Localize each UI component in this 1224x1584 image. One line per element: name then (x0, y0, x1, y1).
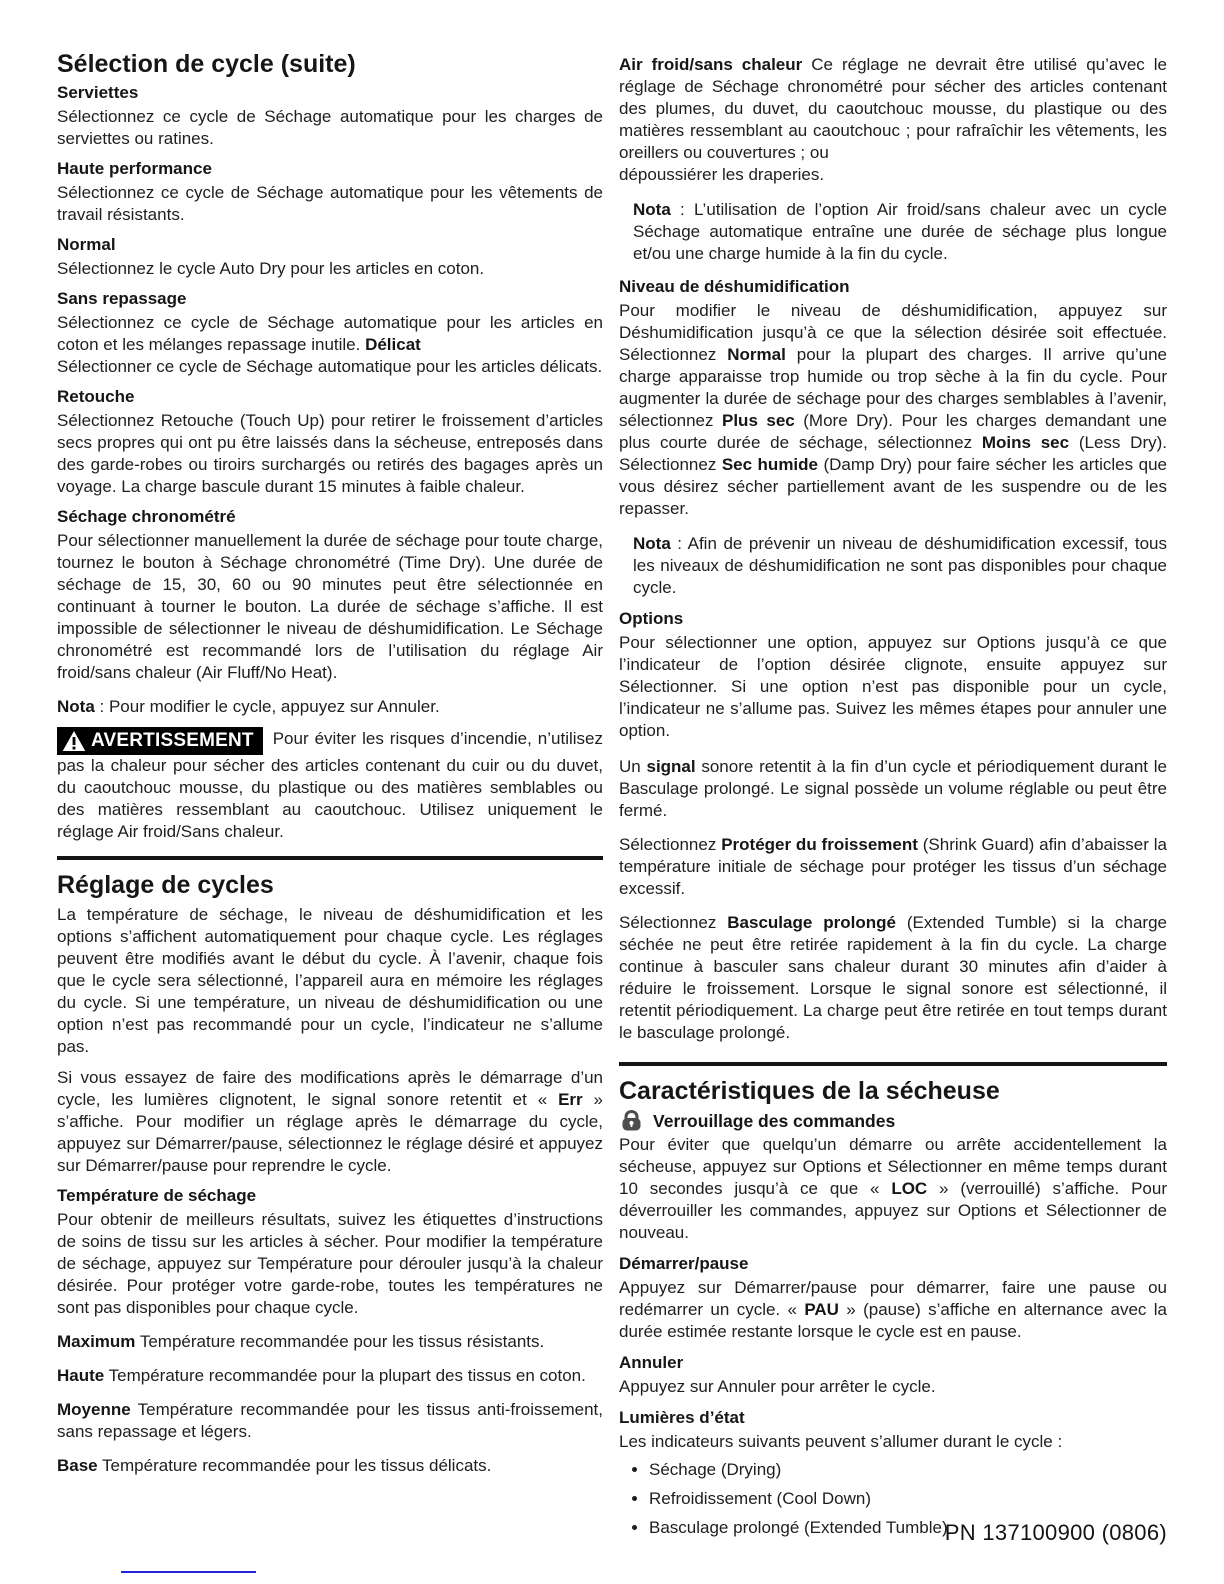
section-divider-right (619, 1062, 1167, 1066)
lock-icon (619, 1110, 644, 1131)
heading-verrouillage: Verrouillage des commandes (653, 1110, 896, 1131)
nota-air-froid: Nota : L’utilisation de l’option Air froid/sans chaleur avec un cycle Séchage automatique entraîne une durée de séchage plus longue et/ou une charge humide à la fin du cycle. (633, 200, 1167, 263)
paragraph-basculage-prolonge: Sélectionnez Basculage prolongé (Extended Tumble) si la charge séchée ne peut être retirée rapidement à la fin du cycle. La charge continue à basculer sans chaleur durant 30 minutes afin d’aider à réduire le froissement. Lorsque le signal sonore est sélectionné, il retentit périodiquement. La charge peut être retirée en tout temps durant le basculage prolongé. (619, 913, 1167, 1042)
heading-lumieres-etat: Lumières d’état (619, 1408, 745, 1427)
footer-link-underline[interactable] (121, 1571, 256, 1573)
section-title-cycle-selection: Sélection de cycle (suite) (57, 50, 356, 78)
paragraph-reglage-2: Si vous essayez de faire des modifications après le démarrage d’un cycle, les lumières clignotent, le signal sonore retentit et « Err » s’affiche. Pour modifier un réglage après le démarrage du cycle, appuyez sur Démarrer/pause, sélectionnez le réglage désiré et appuyez sur Démarrer/pause pour reprendre le cycle. (57, 1068, 603, 1175)
status-light-cool-down: • Refroidissement (Cool Down) (649, 1488, 1167, 1510)
left-column (57, 50, 603, 1486)
paragraph-sans-repassage: Sélectionnez ce cycle de Séchage automatique pour les articles en coton et les mélanges repassage inutile. Délicat Sélectionner ce cycle de Séchage automatique pour les articles délicats. (57, 313, 603, 376)
warning-badge-label: AVERTISSEMENT (91, 730, 254, 751)
paragraph-temp-moyenne: Moyenne Température recommandée pour les tissus anti-froissement, sans repassage et légers. (57, 1400, 603, 1441)
paragraph-signal: Un signal sonore retentit à la fin d’un cycle et périodiquement durant le Basculage prolongé. Le signal possède un volume réglable ou peut être fermé. (619, 757, 1167, 820)
paragraph-retouche: Sélectionnez Retouche (Touch Up) pour retirer le froissement d’articles secs propres qui ont pu être laissés dans la sécheuse, entreposés dans des garde-robes ou tiroirs surchargés ou retirés des bagages après un voyage. La charge bascule durant 15 minutes à faible chaleur. (57, 411, 603, 496)
control-lock-heading-row (619, 1110, 1167, 1131)
paragraph-verrouillage: Pour éviter que quelqu’un démarre ou arrête accidentellement la sécheuse, appuyez sur Options et Sélectionner en même temps durant 10 secondes jusqu’à ce que « LOC » (verrouillé) s’affiche. Pour déverrouiller les commandes, appuyez sur Options et Sélectionner de nouveau. (619, 1135, 1167, 1242)
paragraph-normal: Sélectionnez le cycle Auto Dry pour les articles en coton. (57, 259, 485, 278)
nota-cycle: Nota : Pour modifier le cycle, appuyez sur Annuler. (57, 697, 440, 716)
paragraph-niveau-deshumidification: Pour modifier le niveau de déshumidification, appuyez sur Déshumidification jusqu’à ce que la sélection désirée soit effectuée. Sélectionnez Normal pour la plupart des charges. Il arrive qu’une charge apparaisse trop humide ou trop sèche à la fin du cycle. Pour augmenter la durée de séchage pour des charges semblables à l’avenir, sélectionnez Plus sec (More Dry). Pour les charges demandant une plus courte durée de séchage, sélectionnez Moins sec (Less Dry). Sélectionnez Sec humide (Damp Dry) pour faire sécher les articles que vous désirez sécher partiellement avant de les suspendre ou de les repasser. (619, 301, 1167, 518)
section-title-caracteristiques: Caractéristiques de la sécheuse (619, 1077, 1000, 1105)
paragraph-temperature: Pour obtenir de meilleurs résultats, suivez les étiquettes d’instructions de soins de tissu sur les articles à sécher. Pour modifier la température de séchage, appuyez sur Température pour dérouler jusqu’à la chaleur désirée. Pour protéger votre garde-robe, toutes les températures ne sont pas disponibles pour chaque cycle. (57, 1210, 603, 1317)
section-divider-left (57, 856, 603, 860)
warning-paragraph (57, 727, 603, 843)
paragraph-options: Pour sélectionner une option, appuyez sur Options jusqu’à ce que l’indicateur de l’option désirée clignote, ensuite appuyez sur Sélectionner. Si une option n’est pas disponible pour un cycle, l’indicateur ne s’allume pas. Suivez les mêmes étapes pour annuler une option. (619, 633, 1167, 740)
paragraph-reglage-1: La température de séchage, le niveau de déshumidification et les options s’affichent automatiquement pour chaque cycle. Les réglages peuvent être modifiés avant le début du cycle. À l’avenir, chaque fois que le cycle sera sélectionné, l’appareil aura en mémoire les réglages du cycle. Si une température, un niveau de déshumidification ou une option n’est pas recommandé pour un cycle, l’indicateur ne s’allume pas. (57, 905, 603, 1056)
right-column (619, 50, 1167, 1547)
paragraph-sechage-chronometre: Pour sélectionner manuellement la durée de séchage pour toute charge, tournez le bouton à Séchage chronométré (Time Dry). Une durée de séchage de 15, 30, 60 ou 90 minutes peut être sélectionnée en continuant à tourner le bouton. La durée de séchage s’affiche. Il est impossible de sélectionner le niveau de déshumidification. Le Séchage chronométré est recommandé lors de l’utilisation du réglage Air froid/sans chaleur (Air Fluff/No Heat). (57, 531, 603, 682)
heading-options: Options (619, 609, 684, 628)
section-title-reglage-de-cycles: Réglage de cycles (57, 871, 274, 899)
paragraph-temp-maximum: Maximum Température recommandée pour les tissus résistants. (57, 1332, 545, 1351)
paragraph-annuler: Appuyez sur Annuler pour arrêter le cycle. (619, 1377, 936, 1396)
heading-annuler: Annuler (619, 1353, 684, 1372)
paragraph-serviettes: Sélectionnez ce cycle de Séchage automatique pour les charges de serviettes ou ratines. (57, 107, 603, 148)
heading-sans-repassage: Sans repassage (57, 289, 187, 308)
paragraph-temp-base: Base Température recommandée pour les tissus délicats. (57, 1456, 492, 1475)
status-light-drying: • Séchage (Drying) (649, 1459, 1167, 1481)
heading-haute-performance: Haute performance (57, 159, 212, 178)
heading-niveau-deshumidification: Niveau de déshumidification (619, 277, 850, 296)
warning-badge (57, 727, 263, 755)
warning-text: Pour éviter les risques d’incendie, n’utilisez pas la chaleur pour sécher des articles contenant du cuir ou du duvet, du caoutchouc mousse, du plastique ou des matières semblables ou des matières ressemblant au caoutchouc. Utilisez uniquement le réglage Air froid/Sans chaleur. (57, 729, 603, 841)
heading-demarrer-pause: Démarrer/pause (619, 1254, 749, 1273)
nota-deshumidification: Nota : Afin de prévenir un niveau de déshumidification excessif, tous les niveaux de déshumidification ne sont pas disponibles pour chaque cycle. (633, 534, 1167, 597)
heading-normal: Normal (57, 235, 116, 254)
paragraph-air-froid: Air froid/sans chaleur Ce réglage ne devrait être utilisé qu’avec le réglage de Séchage chronométré pour sécher des articles contenant des plumes, du duvet, du caoutchouc mousse, du plastique ou des matières ressemblant au caoutchouc ; pour rafraîchir les vêtements, les oreillers ou couvertures ; ou dépoussiérer les draperies. (619, 55, 1168, 184)
status-light-extended-tumble: • Basculage prolongé (Extended Tumble) (649, 1517, 1167, 1539)
part-number: PN 137100900 (0806) (944, 1520, 1167, 1545)
warning-triangle-icon (62, 730, 86, 752)
paragraph-haute-performance: Sélectionnez ce cycle de Séchage automatique pour les vêtements de travail résistants. (57, 183, 603, 224)
heading-serviettes: Serviettes (57, 83, 139, 102)
paragraph-lumieres-intro: Les indicateurs suivants peuvent s’allumer durant le cycle : (619, 1432, 1063, 1451)
paragraph-temp-haute: Haute Température recommandée pour la plupart des tissus en coton. (57, 1366, 586, 1385)
heading-sechage-chronometre: Séchage chronométré (57, 507, 236, 526)
paragraph-proteger-froissement: Sélectionnez Protéger du froissement (Shrink Guard) afin d’abaisser la température initiale de séchage pour protéger les tissus d’un séchage excessif. (619, 835, 1167, 898)
heading-temperature-de-sechage: Température de séchage (57, 1186, 257, 1205)
paragraph-demarrer-pause: Appuyez sur Démarrer/pause pour démarrer, faire une pause ou redémarrer un cycle. « PAU » (pause) s’affiche en alternance avec la durée estimée restante lorsque le cycle est en pause. (619, 1278, 1168, 1341)
heading-retouche: Retouche (57, 387, 135, 406)
